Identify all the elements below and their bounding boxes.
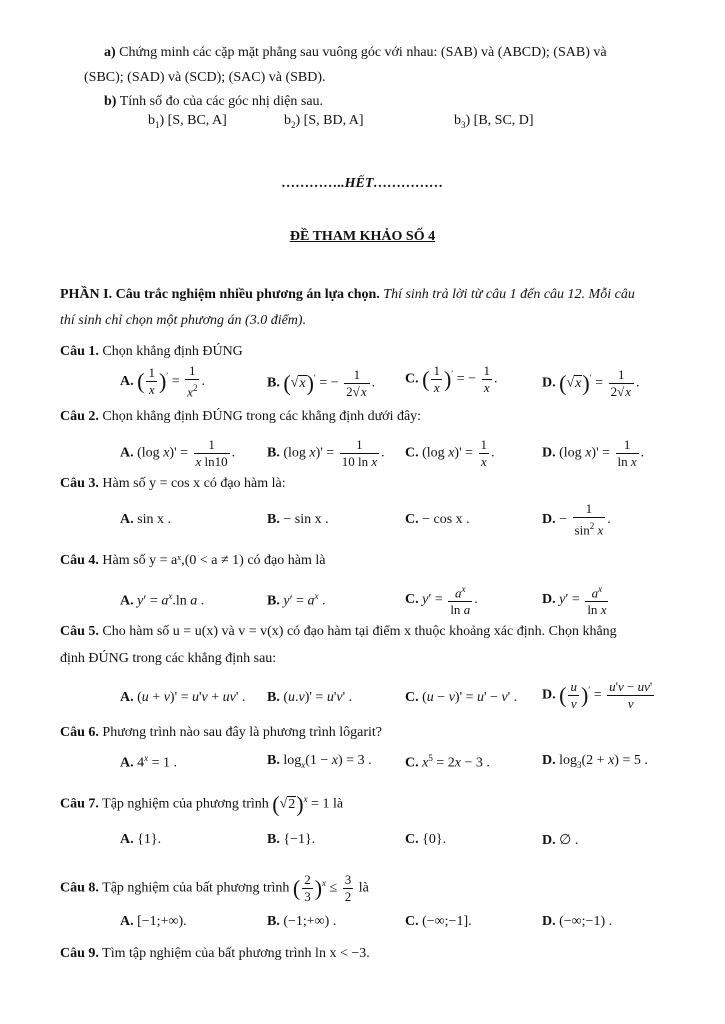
q8-option-b[interactable]: B. (−1;+∞) . [267,914,337,929]
q7-option-a[interactable]: A. {1}. [120,832,162,847]
prev-b-text: Tính số đo của các góc nhị diện sau. [119,94,324,109]
exam-title: ĐỀ THAM KHẢO SỐ 4 [289,229,436,244]
option-letter: C. [405,832,419,847]
option-letter: D. [542,687,556,703]
option-letter: A. [120,512,134,527]
option-letter: A. [120,373,134,389]
q1-option-c[interactable]: C. ( $\frac{1}{x}$ )′ = − $\frac{1}{x}$ . [405,363,498,395]
question-8: Câu 8. Tập nghiệm của bất phương trình ( $\frac{2}{3}$ )$^x$ ≤ $\frac{3}{2}$ là [60,872,369,904]
option-letter: C. [405,914,419,929]
part1-heading-line1 [60,287,635,303]
question-4 [60,553,325,569]
question-text-1: Cho hàm số u = u(x) và v = v(x) có đạo hàm tại điểm x thuộc khoảng xác định. Chọn khẳng [102,624,617,639]
option-value: − sin x . [283,512,329,527]
option-letter: D. [542,445,556,461]
question-text: Hàm số y = cos x có đạo hàm là: [102,476,286,491]
prev-a-line2: (SBC); (SAD) và (SCD); (SAC) và (SBD). [84,70,326,85]
option-letter: D. [542,375,556,391]
part1-instruction-2: thí sinh chỉ chọn một phương án (3.0 điểm). [60,313,307,328]
q6-option-d[interactable]: D. $\log_3(2 + x) = 5$ . [542,753,648,770]
option-letter: B. [267,753,280,768]
option-letter: C. [405,512,419,527]
q1-option-a[interactable]: A. ( $\frac{1}{x}$ )′ = $\frac{1}{x^2}$ . [120,363,205,400]
q2-option-b[interactable]: B. (log x)' = $\frac{1}{\text{10 ln x}}$ . [267,437,385,469]
q4-option-b[interactable]: B. $y' = a^x$ . [267,591,326,609]
question-label: Câu 1. [60,344,99,359]
option-value: sin x . [137,512,171,527]
question-text: Chọn khẳng định ĐÚNG [102,344,243,359]
question-label: Câu 5. [60,624,99,639]
prev-b-line [104,94,323,110]
question-6 [60,725,382,741]
q3-option-b[interactable] [267,512,329,528]
question-text: Tập nghiệm của bất phương trình [102,880,290,896]
prev-b3: $b_3$) [B, SC, D] [454,113,534,130]
option-letter: C. [405,445,419,461]
option-letter: B. [267,690,280,705]
question-2 [60,409,421,425]
q1-option-d[interactable]: D. (√x)′ = $\frac{1}{2√x}$ . [542,367,640,399]
question-text: Hàm số y = aˣ,(0 < a ≠ 1) có đạo hàm là [102,553,326,568]
q6-option-a[interactable]: A. $4^x = 1$ . [120,753,178,771]
question-text: Phương trình nào sau đây là phương trình lôgarit? [102,725,383,740]
option-letter: B. [267,375,280,391]
option-letter: C. [405,371,419,387]
option-letter: D. [542,914,556,929]
q7-option-d[interactable]: D. ∅ . [542,833,579,848]
question-5 [60,624,617,640]
question-9 [60,946,370,962]
prev-b2: $b_2$) [S, BD, A] [284,113,364,130]
question-label: Câu 3. [60,476,99,491]
option-letter: B. [267,593,280,609]
question-label: Câu 4. [60,553,99,568]
option-letter: D. [542,591,556,607]
option-letter: A. [120,755,134,771]
q8-option-c[interactable]: C. (−∞;−1]. [405,914,472,929]
q6-option-c[interactable]: C. $x^5 = 2x - 3$ . [405,753,490,771]
question-label: Câu 9. [60,946,99,961]
question-7: Câu 7. Tập nghiệm của phương trình $(√2)^x = 1$ là [60,791,344,817]
question-5-line2: định ĐÚNG trong các khẳng định sau: [60,651,277,666]
q3-option-a[interactable] [120,512,171,528]
question-text: Tập nghiệm của phương trình [102,796,269,812]
prev-b-label: b) [104,94,117,109]
option-value: − cos x . [422,512,470,527]
q6-option-b[interactable]: B. $\log_x(1 - x) = 3$ . [267,753,372,770]
question-text: Chọn khẳng định ĐÚNG trong các khẳng định dưới đây: [102,409,422,424]
q5-option-b[interactable]: B. (u.v)' = u'v' . [267,690,353,705]
q4-option-c[interactable]: C. y′ = $\frac{a^x}{\text{ln a}}$ . [405,584,478,618]
end-marker: …………..HẾT…………… [281,176,444,191]
prev-b1-value: [S, BC, A] [167,113,227,128]
q2-option-c[interactable]: C. (log x)' = $\frac{1}{x}$ . [405,437,495,469]
q4-option-d[interactable]: D. y′ = $\frac{a^x}{\text{ln x}}$ [542,584,607,618]
question-label: Câu 8. [60,880,99,896]
part1-heading: PHẦN I. Câu trắc nghiệm nhiều phương án lựa chọn. [60,287,380,302]
prev-a-text: Chứng minh các cặp mặt phẳng sau vuông góc với nhau: (SAB) và (ABCD); (SAB) và [119,45,607,60]
q5-option-a[interactable]: A. (u + v)' = u'v + uv' . [120,690,246,705]
option-letter: A. [120,914,134,929]
q5-option-d[interactable]: D. ( $\frac{u}{v}$ )′ = $\frac{u'v - uv'}{v}$ [542,679,653,711]
prev-b1: $b_1$) [S, BC, A] [148,113,227,130]
q3-option-c[interactable] [405,512,470,528]
question-1 [60,344,243,360]
option-letter: D. [542,511,556,527]
question-label: Câu 6. [60,725,99,740]
option-letter: C. [405,591,419,607]
question-text: Tìm tập nghiệm của bất phương trình ln x < −3. [102,946,370,961]
option-letter: B. [267,914,280,929]
question-label: Câu 2. [60,409,99,424]
option-letter: C. [405,755,419,771]
q8-option-a[interactable]: A. [−1;+∞). [120,914,187,929]
prev-a-line1 [104,45,607,61]
q2-option-d[interactable]: D. (log x)' = $\frac{1}{\text{ln x}}$ . [542,437,645,469]
option-letter: A. [120,832,134,847]
q3-option-d[interactable]: D. − $\frac{1}{\sin^2 x}$ . [542,501,611,538]
question-3 [60,476,286,492]
prev-a-label: a) [104,45,116,60]
option-letter: A. [120,593,134,609]
option-letter: D. [542,833,556,848]
option-letter: C. [405,690,419,705]
q2-option-a[interactable]: A. (log x)' = $\frac{1}{\text{x ln10}}$ . [120,437,236,469]
option-letter: A. [120,690,134,705]
option-letter: B. [267,445,280,461]
option-letter: D. [542,753,556,768]
q1-option-b[interactable]: B. (√x)′ = − $\frac{1}{2√x}$ . [267,367,376,399]
q7-option-b[interactable]: B. {−1}. [267,832,316,847]
q5-option-c[interactable]: C. (u − v)' = u' − v' . [405,690,518,705]
q8-option-d[interactable]: D. (−∞;−1) . [542,914,613,929]
q4-option-a[interactable]: A. $y' = a^x.\ln$ a . [120,591,205,609]
prev-b3-value: [B, SC, D] [473,113,534,128]
option-letter: B. [267,512,280,527]
question-label: Câu 7. [60,796,99,812]
prev-b2-value: [S, BD, A] [303,113,364,128]
q7-option-c[interactable]: C. {0}. [405,832,447,847]
option-letter: A. [120,445,134,461]
part1-instruction-1: Thí sinh trả lời từ câu 1 đến câu 12. Mỗi câu [383,287,635,302]
option-letter: B. [267,832,280,847]
